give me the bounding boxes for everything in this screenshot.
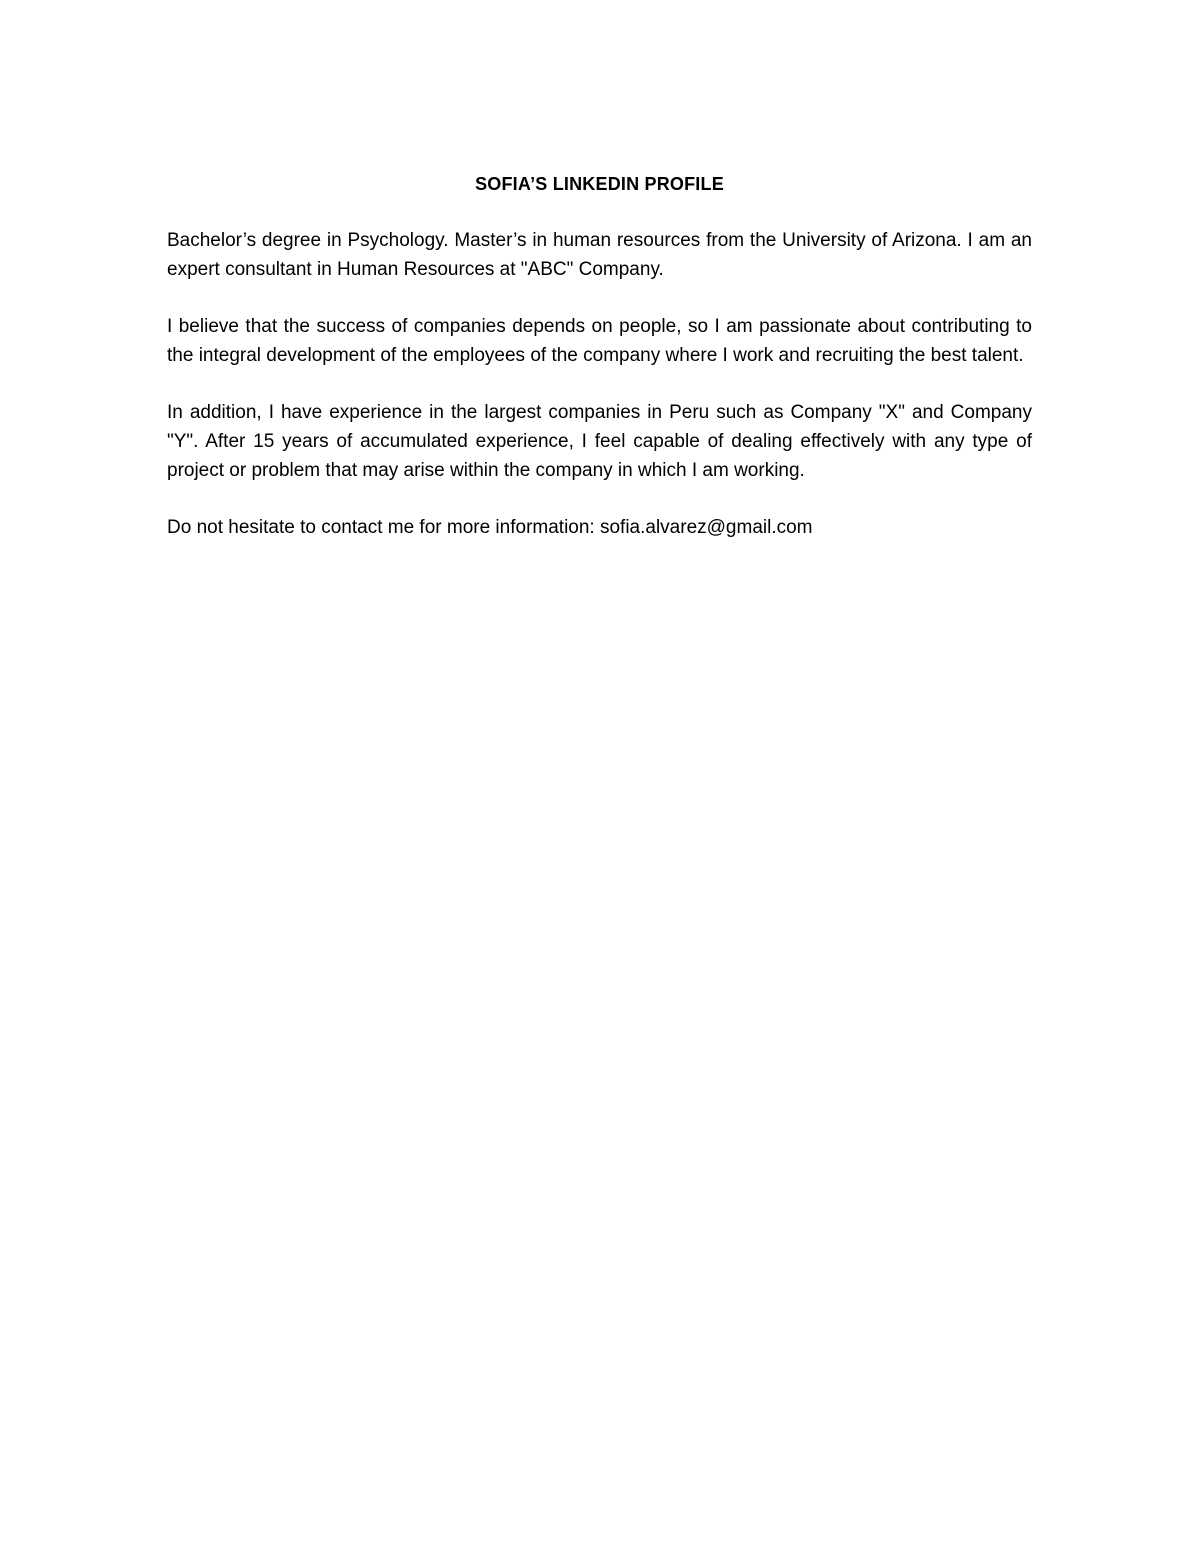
education-paragraph: Bachelor’s degree in Psychology. Master’s in human resources from the University of Arizona. I am an expert consultant in Human Resources at "ABC" Company. xyxy=(167,230,1032,280)
experience-paragraph: In addition, I have experience in the largest companies in Peru such as Company "X" and Company "Y". After 15 years of accumulated experience, I feel capable of dealing effectively with any type of project or problem that may arise within the company in which I am working. xyxy=(167,402,1032,481)
page-title: SOFIA’S LINKEDIN PROFILE xyxy=(475,174,724,194)
contact-line: Do not hesitate to contact me for more information: sofia.alvarez@gmail.com xyxy=(167,517,813,538)
document-body xyxy=(167,170,1032,542)
philosophy-paragraph: I believe that the success of companies depends on people, so I am passionate about contributing to the integral development of the employees of the company where I work and recruiting the best talent. xyxy=(167,316,1032,366)
